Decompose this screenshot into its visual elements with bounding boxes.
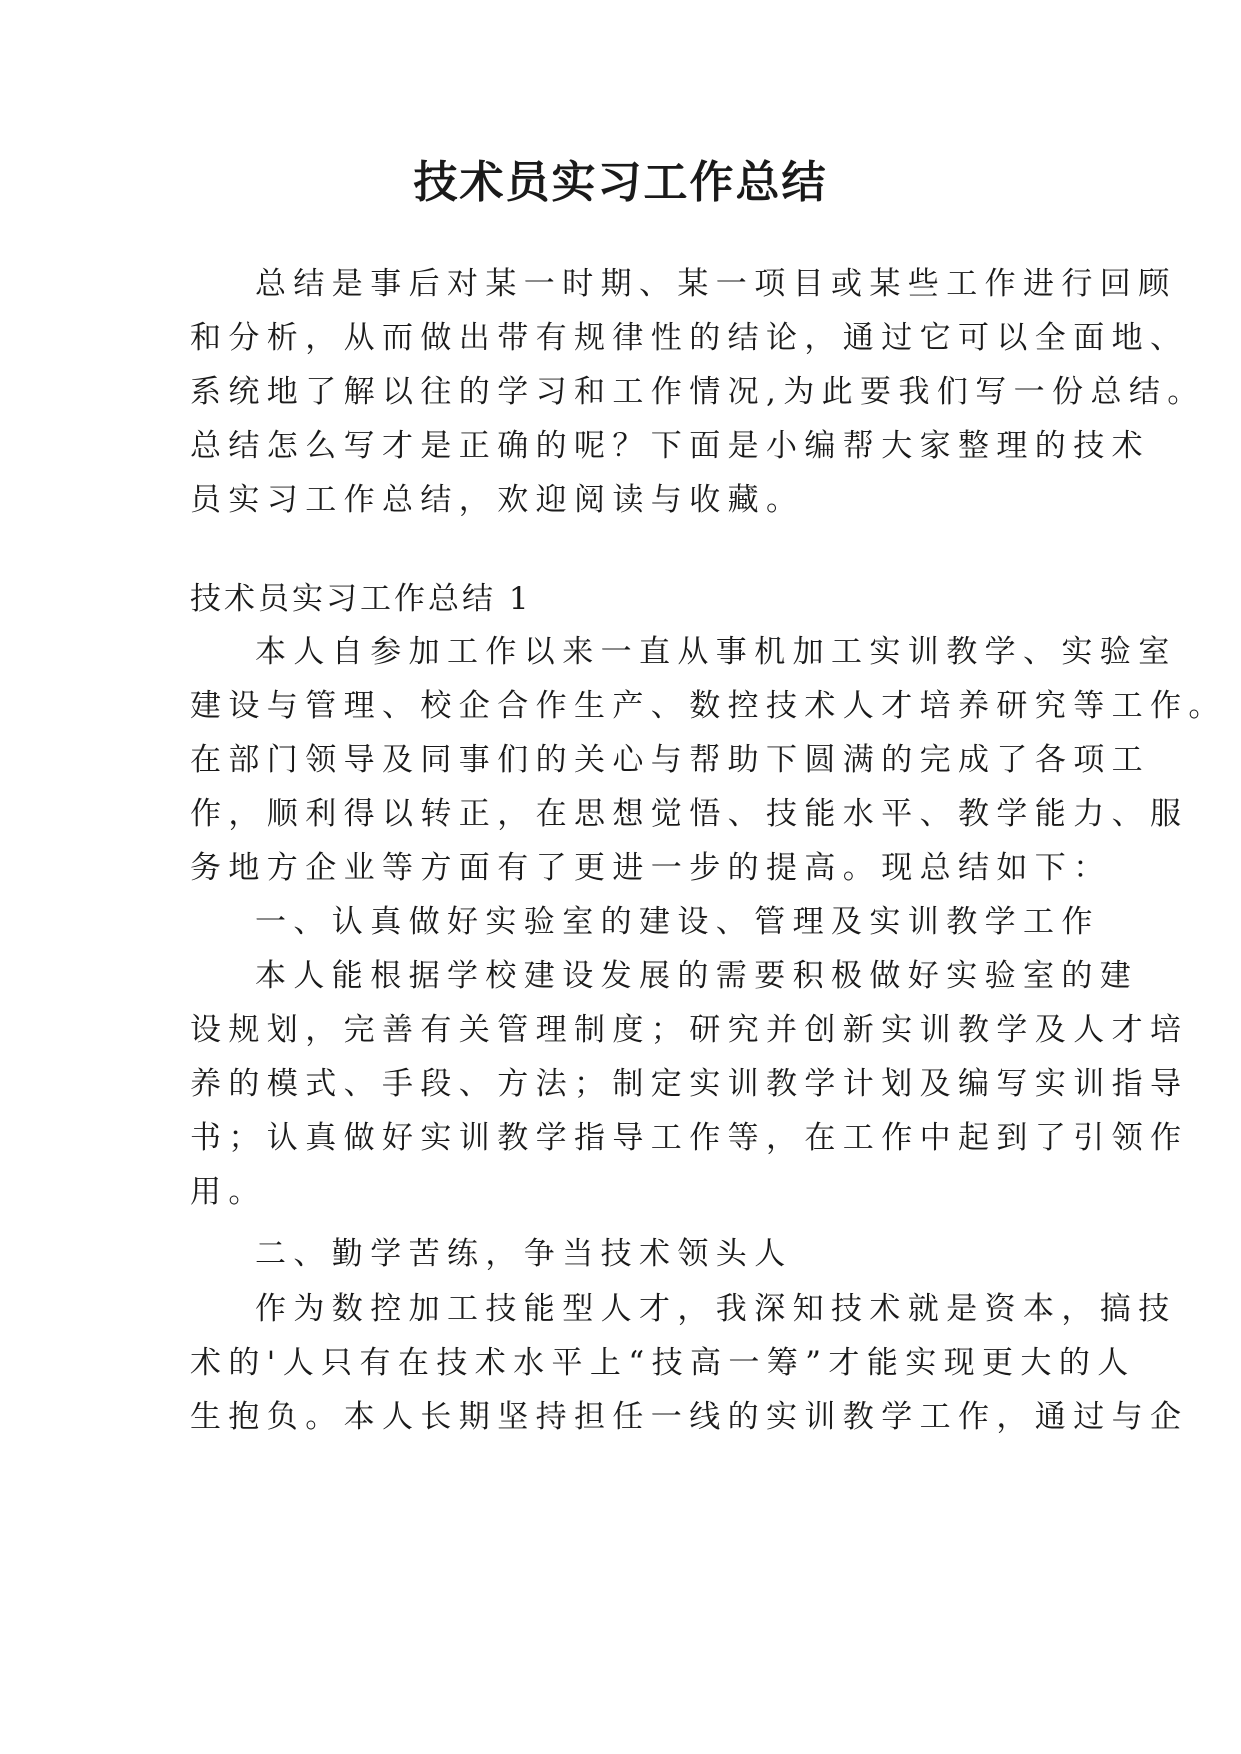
body-line-3: 在部门领导及同事们的关心与帮助下圆满的完成了各项工 (190, 742, 1150, 778)
intro-line-3: 系统地了解以往的学习和工作情况,为此要我们写一份总结。 (190, 374, 1206, 410)
intro-line-2: 和分析，从而做出带有规律性的结论，通过它可以全面地、 (190, 320, 1189, 356)
body-line-4: 作，顺利得以转正，在思想觉悟、技能水平、教学能力、服 (190, 796, 1189, 832)
heading-one: 一、认真做好实验室的建设、管理及实训教学工作 (255, 904, 1100, 940)
body-line-2: 建设与管理、校企合作生产、数控技术人才培养研究等工作。 (190, 688, 1227, 724)
intro-line-1: 总结是事后对某一时期、某一项目或某些工作进行回顾 (255, 266, 1177, 302)
body-line-10: 用。 (190, 1174, 267, 1210)
heading-two: 二、勤学苦练，争当技术领头人 (255, 1236, 793, 1272)
document-title: 技术员实习工作总结 (413, 157, 828, 208)
body-line-7: 设规划，完善有关管理制度；研究并创新实训教学及人才培 (190, 1012, 1189, 1048)
body-line-11: 作为数控加工技能型人才，我深知技术就是资本，搞技 (255, 1291, 1177, 1327)
intro-line-4: 总结怎么写才是正确的呢？下面是小编帮大家整理的技术 (190, 428, 1150, 464)
body-line-8: 养的模式、手段、方法；制定实训教学计划及编写实训指导 (190, 1066, 1189, 1102)
body-line-9: 书；认真做好实训教学指导工作等，在工作中起到了引领作 (190, 1120, 1189, 1156)
body-line-13: 生抱负。本人长期坚持担任一线的实训教学工作，通过与企 (190, 1399, 1189, 1435)
intro-line-5: 员实习工作总结，欢迎阅读与收藏。 (190, 482, 805, 518)
body-line-12: 术的'人只有在技术水平上“技高一筹”才能实现更大的人 (190, 1345, 1136, 1381)
body-line-6: 本人能根据学校建设发展的需要积极做好实验室的建 (255, 958, 1139, 994)
body-line-1: 本人自参加工作以来一直从事机加工实训教学、实验室 (255, 634, 1177, 670)
section-subtitle: 技术员实习工作总结 1 (190, 581, 532, 617)
body-line-5: 务地方企业等方面有了更进一步的提高。现总结如下： (190, 850, 1112, 886)
